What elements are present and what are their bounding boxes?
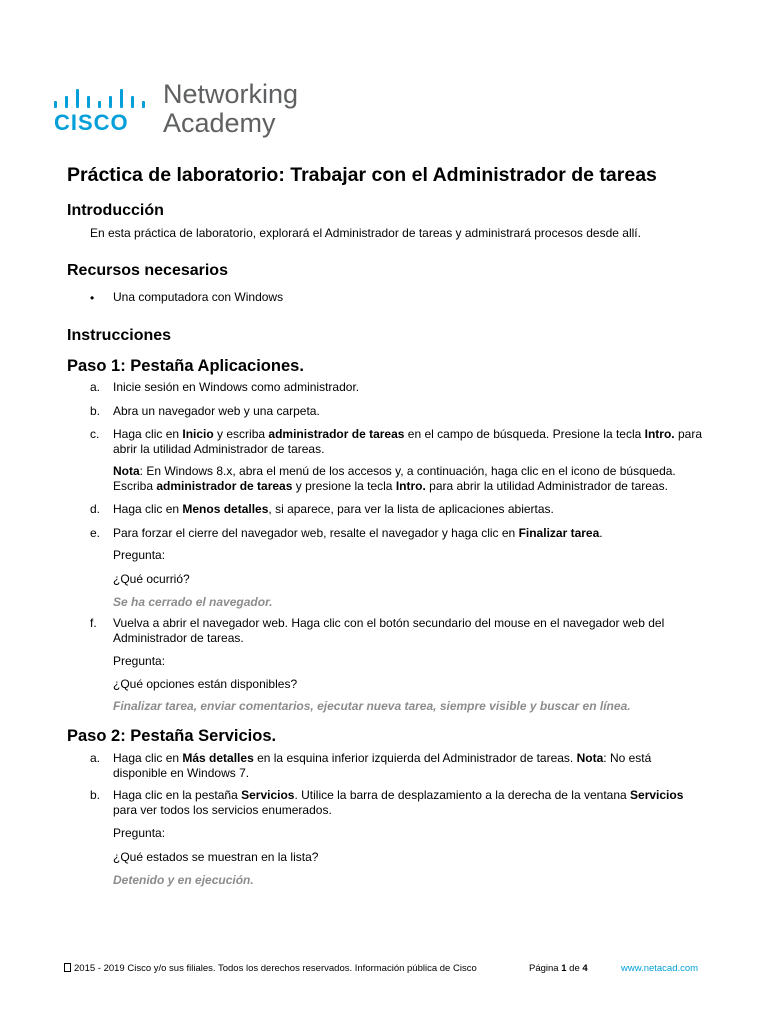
step1-d-label: d. [90, 502, 101, 516]
answer-text: Detenido y en ejecución. [113, 873, 254, 887]
question-label: Pregunta: [113, 548, 166, 562]
intro-text: En esta práctica de laboratorio, explorará el Administrador de tareas y administrará procesos desde allí. [90, 226, 641, 240]
step2-b-label: b. [90, 788, 101, 802]
copyright-notice: 2015 - 2019 Cisco y/o sus filiales. Todos los derechos reservados. Información pública de Cisco [64, 963, 477, 975]
step1-b-text: Abra un navegador web y una carpeta. [113, 404, 320, 418]
bullet-marker: • [90, 291, 95, 305]
question-text: ¿Qué estados se muestran en la lista? [113, 850, 319, 864]
intro-heading: Introducción [67, 202, 164, 219]
step1-heading: Paso 1: Pestaña Aplicaciones. [67, 357, 304, 375]
question-label: Pregunta: [113, 826, 166, 840]
resource-item: Una computadora con Windows [113, 290, 284, 304]
step1-c-text: Haga clic en Inicio y escriba administrador de tareas en el campo de búsqueda. Presione la tecla Intro. para abrir la utilidad Administrador de tareas. [113, 427, 702, 456]
cisco-wordmark: CISCO [54, 110, 129, 135]
step1-c-label: c. [90, 427, 100, 441]
page-title: Práctica de laboratorio: Trabajar con el Administrador de tareas [67, 164, 657, 186]
step1-e-label: e. [90, 526, 101, 540]
answer-text: Se ha cerrado el navegador. [113, 595, 273, 609]
netacad-link[interactable]: www.netacad.com [621, 963, 699, 974]
resources-heading: Recursos necesarios [67, 262, 228, 279]
step1-a-label: a. [90, 380, 101, 394]
question-label: Pregunta: [113, 654, 166, 668]
copyright-icon [64, 963, 71, 972]
step2-a-text: Haga clic en Más detalles en la esquina inferior izquierda del Administrador de tareas. Nota: No está disponible en Windows 7. [113, 751, 652, 780]
question-text: ¿Qué opciones están disponibles? [113, 677, 298, 691]
step1-e-text: Para forzar el cierre del navegador web, resalte el navegador y haga clic en Finalizar tarea. [113, 526, 603, 540]
page-number: Página 1 de 4 [529, 963, 588, 974]
step1-f-label: f. [90, 616, 97, 630]
step2-b-text: Haga clic en la pestaña Servicios. Utilice la barra de desplazamiento a la derecha de la ventana Servicios para ver todos los servicios enumerados. [113, 788, 684, 817]
step1-note: Nota: En Windows 8.x, abra el menú de los accesos y, a continuación, haga clic en el icono de búsqueda. Escriba administrador de tareas y presione la tecla Intro. para abrir la utilidad Administrador de tareas. [113, 464, 676, 493]
step1-b-label: b. [90, 404, 101, 418]
answer-text: Finalizar tarea, enviar comentarios, ejecutar nueva tarea, siempre visible y buscar en línea. [113, 699, 631, 713]
cisco-bars-icon [54, 88, 150, 108]
step2-a-label: a. [90, 751, 101, 765]
logo-academy: Academy [163, 108, 276, 138]
step2-heading: Paso 2: Pestaña Servicios. [67, 727, 277, 745]
logo-networking: Networking [163, 79, 299, 109]
instructions-heading: Instrucciones [67, 327, 172, 344]
step1-d-text: Haga clic en Menos detalles, si aparece, para ver la lista de aplicaciones abiertas. [113, 502, 554, 516]
cisco-networking-academy-logo [54, 79, 304, 140]
question-text: ¿Qué ocurrió? [113, 572, 190, 586]
step1-f-text: Vuelva a abrir el navegador web. Haga clic con el botón secundario del mouse en el navegador web del Administrador de tareas. [113, 616, 665, 645]
step1-a-text: Inicie sesión en Windows como administrador. [113, 380, 360, 394]
